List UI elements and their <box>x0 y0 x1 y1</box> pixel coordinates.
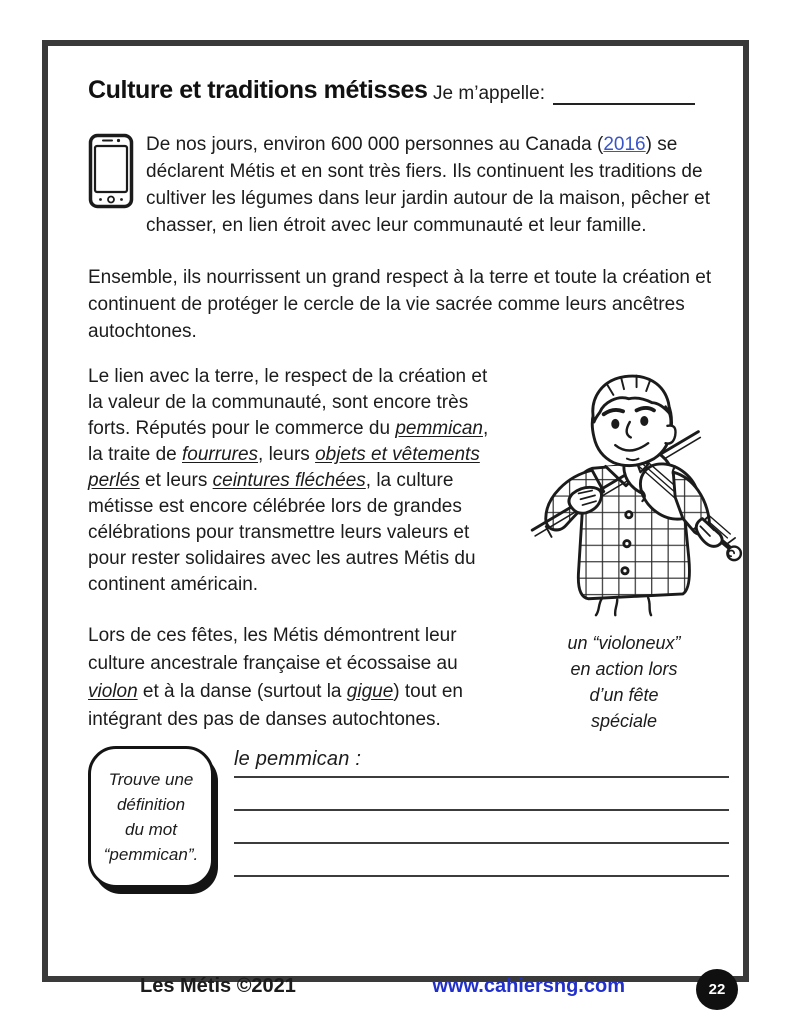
caption-line: d’un fête <box>589 685 659 705</box>
footer-copyright: Les Métis ©2021 <box>140 975 296 997</box>
page-frame <box>42 40 749 998</box>
emphasized-term: pemmican <box>395 418 483 439</box>
fiddler-illustration <box>502 364 746 620</box>
paragraph-respect: Ensemble, ils nourrissent un grand respect à la terre et toute la création et continuent de protéger le cercle de la vie sacrée comme leurs ancêtres autochtones. <box>88 267 712 342</box>
bubble-line: définition <box>116 795 186 814</box>
name-label: Je m’appelle: <box>433 83 545 104</box>
footer-website-link[interactable]: www.cahiersng.com <box>432 975 625 997</box>
writing-line-4 <box>234 844 729 877</box>
phone-icon <box>88 133 134 211</box>
caption-line: un “violoneux” <box>567 633 681 653</box>
pemmican-prompt: le pemmican : <box>234 748 362 770</box>
emphasized-term: gigue <box>346 681 394 702</box>
page-number-badge: 22 <box>696 969 738 1010</box>
paragraph-culture: Le lien avec la terre, le respect de la création et la valeur de la communauté, sont encore très forts. Réputés pour le commerce du pemmican, la traite de fourrures, leurs objets et vêtements perlés et leurs ceintures fléchées, la culture métisse est encore célébrée lors de grandes célébrations pour transmettre leurs valeurs et pour rester solidaires avec les autres Métis du continent américain. <box>88 366 489 595</box>
name-block <box>433 83 729 105</box>
emphasized-term: violon <box>88 681 138 702</box>
writing-line-2 <box>234 778 729 811</box>
bubble-line: “pemmican”. <box>103 845 199 864</box>
paragraph-intro-text: De nos jours, environ 600 000 personnes au Canada (2016) se déclarent Métis et en sont très fiers. Ils continuent les traditions de cultiver les légumes dans leur jardin autour de la maison, pêcher et chasser, en lien étroit avec leur communauté et leur famille. <box>146 134 710 236</box>
text-and-illustration <box>88 364 729 734</box>
emphasized-term: fourrures <box>182 444 259 465</box>
page-content <box>48 76 743 1006</box>
emphasized-term: ceintures fléchées <box>212 470 366 491</box>
emphasized-term: objets et vêtements perlés <box>88 444 480 491</box>
left-column <box>88 364 496 734</box>
bubble-line: Trouve une <box>108 770 194 789</box>
header <box>88 76 729 105</box>
writing-line-3 <box>234 811 729 844</box>
caption-line: spéciale <box>590 711 658 731</box>
bubble-line: du mot <box>125 820 177 839</box>
illustration-caption <box>567 630 680 734</box>
footer <box>48 975 743 998</box>
paragraph-intro <box>88 131 729 239</box>
instruction-bubble <box>88 746 214 888</box>
census-year-link[interactable]: 2016 <box>603 134 646 155</box>
writing-line-1 <box>234 748 729 778</box>
paragraph-fetes: Lors de ces fêtes, les Métis démontrent leur culture ancestrale française et écossaise au violon et à la danse (surtout la gigue) tout en intégrant des pas de danses autochtones. <box>88 625 463 730</box>
caption-line: en action lors <box>570 659 678 679</box>
page-title: Culture et traditions métisses <box>88 76 428 104</box>
right-column <box>496 364 746 734</box>
definition-activity <box>88 746 729 888</box>
writing-lines <box>234 746 729 888</box>
name-blank-line <box>553 85 695 105</box>
